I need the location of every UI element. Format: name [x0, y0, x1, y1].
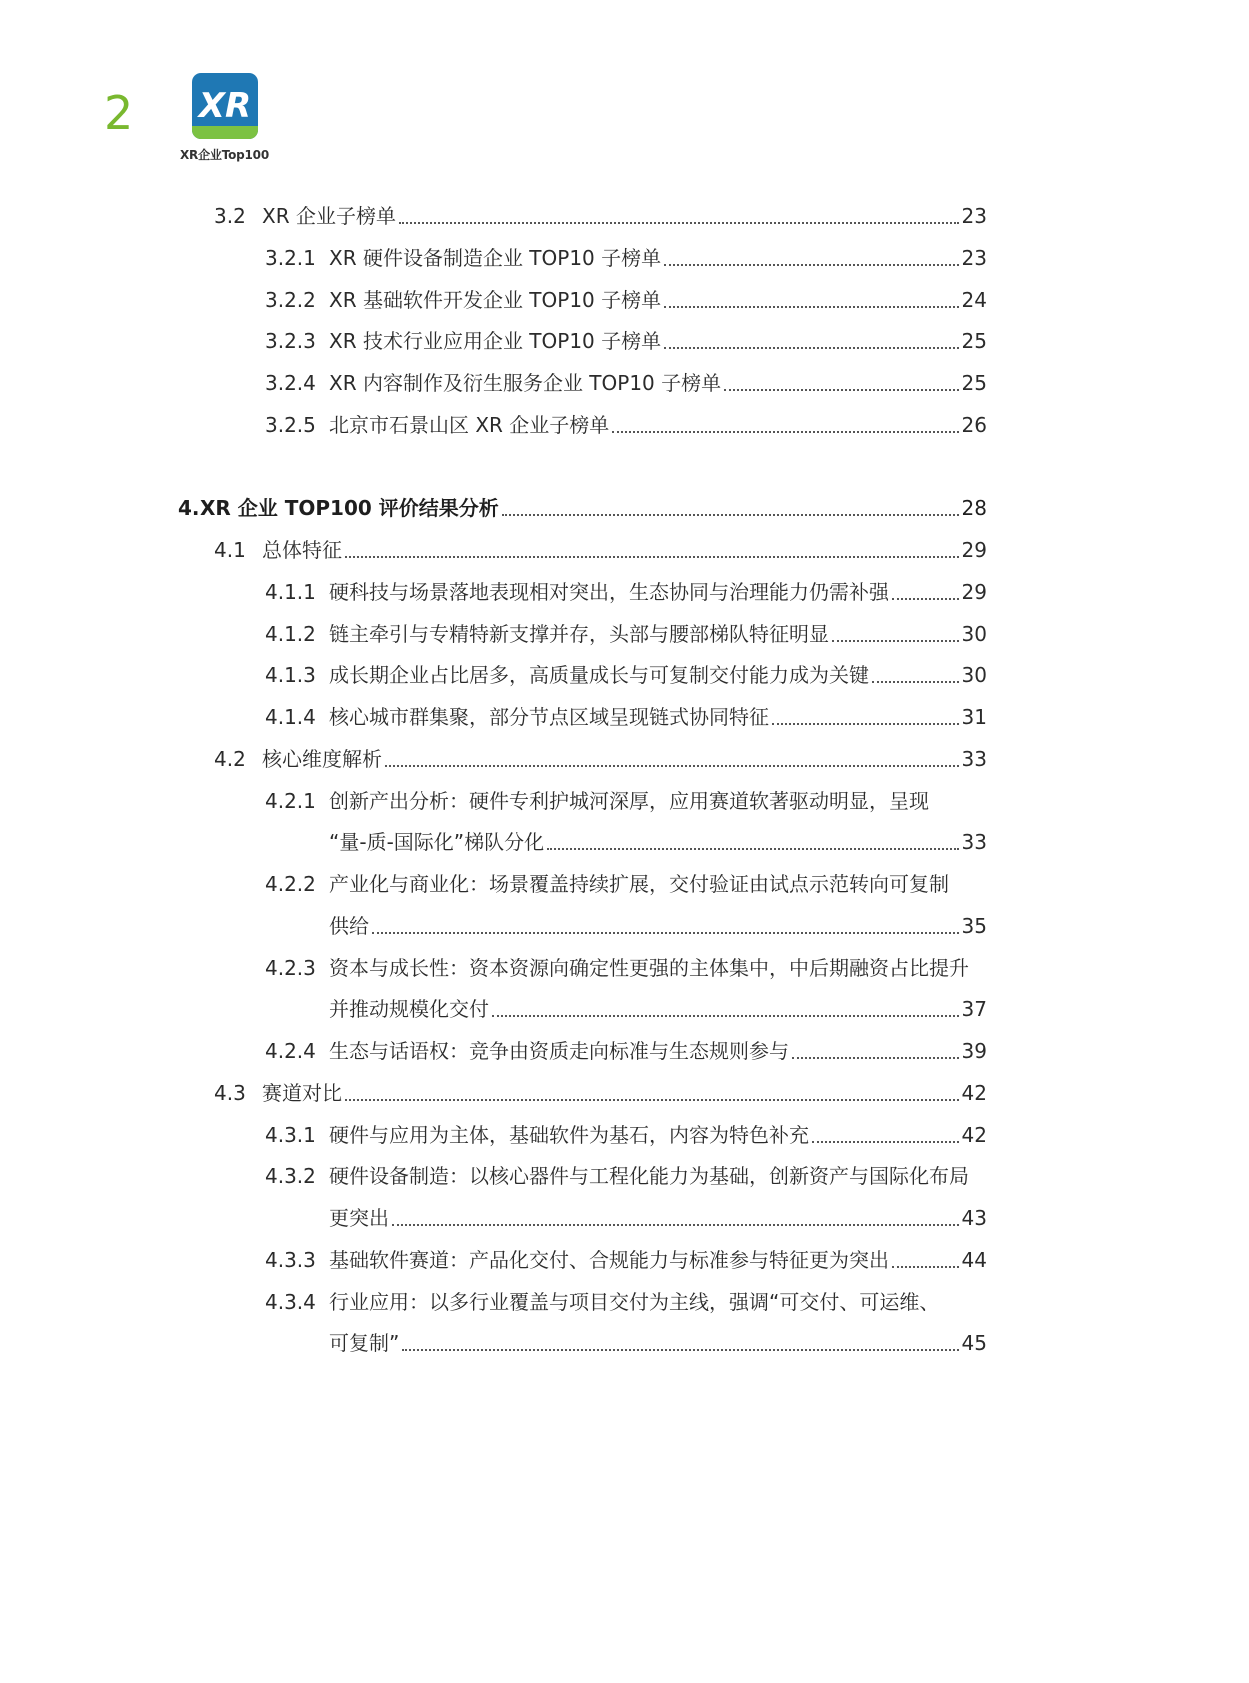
toc-page: 42: [961, 1081, 987, 1105]
toc-leader: [385, 745, 959, 767]
toc-entry-4-1[interactable]: [214, 536, 987, 564]
toc-leader: [345, 536, 959, 558]
logo-text: XR企业Top100: [180, 148, 269, 162]
toc-title-continued: 供给: [329, 914, 369, 938]
toc-leader: [792, 1037, 959, 1059]
toc-title: 行业应用：以多行业覆盖与项目交付为主线，强调“可交付、可运维、: [329, 1290, 940, 1314]
toc-entry-4-2-1-line2[interactable]: [329, 828, 987, 856]
toc-leader: [399, 202, 959, 224]
toc-title: 硬件设备制造：以核心器件与工程化能力为基础，创新资产与国际化布局: [329, 1164, 969, 1188]
toc-number: 3.2.4: [265, 371, 316, 395]
toc-leader: [892, 578, 959, 600]
toc-leader: [812, 1121, 959, 1143]
toc-page: 23: [961, 204, 987, 228]
toc-page: 25: [961, 329, 987, 353]
toc-number: 4.3.3: [265, 1248, 316, 1272]
toc-entry-4[interactable]: [178, 494, 987, 522]
toc-page: 33: [961, 747, 987, 771]
toc-leader: [724, 369, 958, 391]
page-number: 2: [104, 86, 134, 140]
toc-page: 29: [961, 580, 987, 604]
toc-number: 4.3.1: [265, 1123, 316, 1147]
toc-number: 4.3.4: [265, 1290, 316, 1314]
toc-title: 产业化与商业化：场景覆盖持续扩展，交付验证由试点示范转向可复制: [329, 872, 949, 896]
toc-number: 4.2.1: [265, 789, 316, 813]
toc-page: 39: [961, 1039, 987, 1063]
toc-number: 4.1.4: [265, 705, 316, 729]
toc-leader: [872, 661, 959, 683]
toc-page: 37: [961, 997, 987, 1021]
toc-title: 资本与成长性：资本资源向确定性更强的主体集中，中后期融资占比提升: [329, 956, 969, 980]
toc-entry-3-2-1[interactable]: [265, 244, 987, 272]
toc-page: 30: [961, 663, 987, 687]
toc-title: 创新产出分析：硬件专利护城河深厚，应用赛道软著驱动明显，呈现: [329, 789, 929, 813]
toc-entry-4-2-3-line2[interactable]: [329, 995, 987, 1023]
toc-leader: [372, 912, 959, 934]
toc-number: 4.1.1: [265, 580, 316, 604]
toc-leader: [612, 411, 958, 433]
toc-page: 30: [961, 622, 987, 646]
toc-page: 45: [961, 1331, 987, 1355]
toc-title: 北京市石景山区 XR 企业子榜单: [329, 413, 610, 437]
toc-leader: [502, 494, 959, 516]
toc-entry-4-3-4-line1[interactable]: [265, 1288, 939, 1316]
toc-entry-4-2-2-line1[interactable]: [265, 870, 949, 898]
toc-number: 4.1: [214, 538, 246, 562]
toc-title-continued: 可复制”: [329, 1331, 400, 1355]
toc-page: 25: [961, 371, 987, 395]
toc-title: 链主牵引与专精特新支撑并存，头部与腰部梯队特征明显: [329, 622, 829, 646]
toc-entry-3-2-4[interactable]: [265, 369, 987, 397]
toc-title: 生态与话语权：竞争由资质走向标准与生态规则参与: [329, 1039, 789, 1063]
toc-number: 4.2.2: [265, 872, 316, 896]
toc-page: 33: [961, 830, 987, 854]
toc-leader: [664, 327, 958, 349]
toc-title: 核心维度解析: [262, 747, 382, 771]
toc-entry-4-3-1[interactable]: [265, 1121, 987, 1149]
toc-entry-3-2[interactable]: [214, 202, 987, 230]
toc-entry-3-2-3[interactable]: [265, 327, 987, 355]
toc-entry-4-3-2-line2[interactable]: [329, 1204, 987, 1232]
toc-title: XR 内容制作及衍生服务企业 TOP10 子榜单: [329, 371, 722, 395]
toc-number: 3.2.3: [265, 329, 316, 353]
toc-leader: [892, 1246, 959, 1268]
toc-entry-4-2-1-line1[interactable]: [265, 787, 929, 815]
toc-title: 硬科技与场景落地表现相对突出，生态协同与治理能力仍需补强: [329, 580, 889, 604]
toc-title: XR 企业子榜单: [262, 204, 396, 228]
toc-number: 4.1.2: [265, 622, 316, 646]
toc-entry-4-2[interactable]: [214, 745, 987, 773]
toc-page: 35: [961, 914, 987, 938]
toc-entry-4-3-2-line1[interactable]: [265, 1162, 969, 1190]
toc-title: 赛道对比: [262, 1081, 342, 1105]
toc-title: 核心城市群集聚，部分节点区域呈现链式协同特征: [329, 705, 769, 729]
toc-number: 3.2.5: [265, 413, 316, 437]
toc-entry-4-1-3[interactable]: [265, 661, 987, 689]
toc-page: 42: [961, 1123, 987, 1147]
toc-number: 3.2.1: [265, 246, 316, 270]
toc-number: 4.2.4: [265, 1039, 316, 1063]
toc-number: 4.: [178, 496, 200, 520]
toc-entry-4-3[interactable]: [214, 1079, 987, 1107]
toc-title: 总体特征: [262, 538, 342, 562]
logo-mark: XR: [198, 86, 252, 126]
toc-page: 44: [961, 1248, 987, 1272]
toc-number: 4.2.3: [265, 956, 316, 980]
toc-leader: [402, 1329, 958, 1351]
toc-leader: [664, 244, 958, 266]
toc-leader: [492, 995, 959, 1017]
toc-page: 24: [961, 288, 987, 312]
toc-page: 43: [961, 1206, 987, 1230]
toc-entry-4-1-1[interactable]: [265, 578, 987, 606]
toc-number: 3.2.2: [265, 288, 316, 312]
toc-entry-4-1-2[interactable]: [265, 620, 987, 648]
toc-title: 硬件与应用为主体，基础软件为基石，内容为特色补充: [329, 1123, 809, 1147]
toc-title: XR 技术行业应用企业 TOP10 子榜单: [329, 329, 662, 353]
toc-page: 29: [961, 538, 987, 562]
toc-page: 23: [961, 246, 987, 270]
toc-title: XR 基础软件开发企业 TOP10 子榜单: [329, 288, 662, 312]
toc-number: 3.2: [214, 204, 246, 228]
toc-leader: [664, 286, 958, 308]
toc-leader: [832, 620, 959, 642]
toc-title: 成长期企业占比居多，高质量成长与可复制交付能力成为关键: [329, 663, 869, 687]
toc-page: 31: [961, 705, 987, 729]
toc-leader: [772, 703, 959, 725]
toc-entry-3-2-5[interactable]: [265, 411, 987, 439]
toc-entry-4-2-2-line2[interactable]: [329, 912, 987, 940]
toc-leader: [392, 1204, 959, 1226]
toc-title-continued: “量-质-国际化”梯队分化: [329, 830, 545, 854]
toc-entry-4-2-3-line1[interactable]: [265, 954, 969, 982]
toc-entry-4-1-4[interactable]: [265, 703, 987, 731]
toc-leader: [547, 828, 958, 850]
toc-number: 4.1.3: [265, 663, 316, 687]
toc-page: 26: [961, 413, 987, 437]
toc-entry-3-2-2[interactable]: [265, 286, 987, 314]
toc-entry-4-3-4-line2[interactable]: [329, 1329, 987, 1357]
toc-title: 基础软件赛道：产品化交付、合规能力与标准参与特征更为突出: [329, 1248, 889, 1272]
toc-page: 28: [961, 496, 987, 520]
toc-entry-4-3-3[interactable]: [265, 1246, 987, 1274]
toc-title-continued: 更突出: [329, 1206, 389, 1230]
toc-title-continued: 并推动规模化交付: [329, 997, 489, 1021]
toc-number: 4.2: [214, 747, 246, 771]
toc-number: 4.3.2: [265, 1164, 316, 1188]
toc-title: XR 硬件设备制造企业 TOP10 子榜单: [329, 246, 662, 270]
toc-title: XR 企业 TOP100 评价结果分析: [200, 496, 499, 520]
toc-leader: [345, 1079, 959, 1101]
toc-entry-4-2-4[interactable]: [265, 1037, 987, 1065]
toc-number: 4.3: [214, 1081, 246, 1105]
